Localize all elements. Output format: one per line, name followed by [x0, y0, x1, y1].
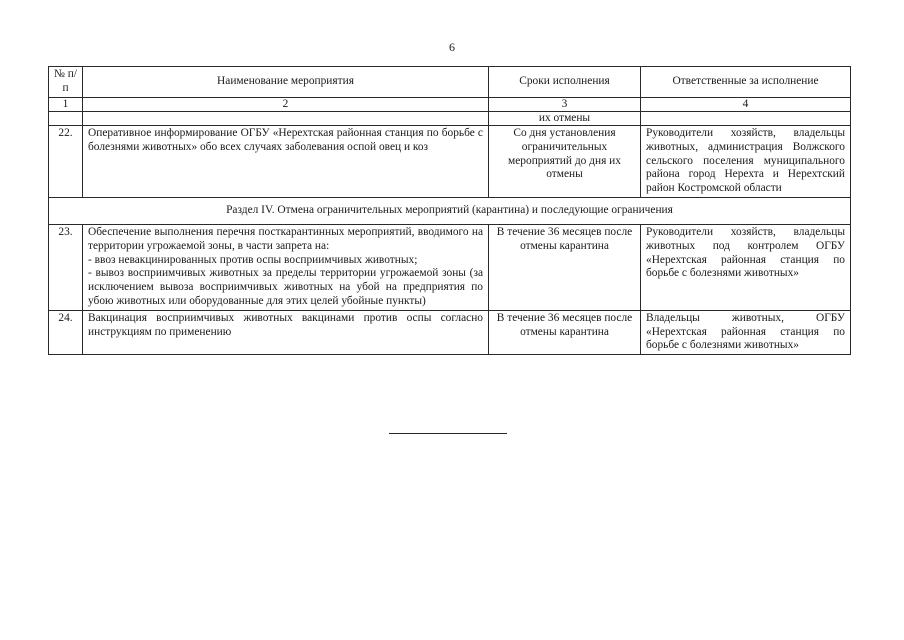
header-responsible: Ответственные за исполнение [641, 67, 851, 98]
row-responsible: Руководители хозяйств, владельцы животных, администрация Волжского сельского поселения муниципального района город Нерехта и Нерехтский район Костромской области [641, 126, 851, 198]
header-name: Наименование мероприятия [83, 67, 489, 98]
section-title: Раздел IV. Отмена ограничительных мероприятий (карантина) и последующие ограничения [49, 197, 851, 224]
row-name-item: - вывоз восприимчивых животных за пределы территории угрожаемой зоны (за исключением вывоза восприимчивых животных на убой на предприятия по убою животных или оборудованные для этих целей убойные пункты) [88, 267, 483, 307]
row-responsible: Владельцы животных, ОГБУ «Нерехтская районная станция по борьбе с болезнями животных» [641, 310, 851, 354]
measures-table [48, 66, 851, 355]
column-number: 4 [641, 98, 851, 112]
row-terms: Со дня установления ограничительных мероприятий до дня их отмены [489, 126, 641, 198]
continuation-empty [49, 112, 83, 126]
row-terms: В течение 36 месяцев после отмены карантина [489, 224, 641, 310]
section-row [49, 197, 851, 224]
continuation-row [49, 112, 851, 126]
row-name-intro: Обеспечение выполнения перечня посткарантинных мероприятий, вводимого на территории угрожаемой зоны, в части запрета на: [88, 225, 483, 252]
column-number: 1 [49, 98, 83, 112]
row-name-item: - ввоз невакцинированных против оспы восприимчивых животных; [88, 253, 418, 266]
column-number: 3 [489, 98, 641, 112]
footer-divider [389, 433, 507, 434]
row-name: Оперативное информирование ОГБУ «Нерехтская районная станция по борьбе с болезнями животных» обо всех случаях заболевания оспой овец и коз [83, 126, 489, 198]
row-number: 23. [49, 224, 83, 310]
continuation-empty [83, 112, 489, 126]
table-header-row [49, 67, 851, 98]
table-row [49, 224, 851, 310]
row-number: 24. [49, 310, 83, 354]
column-number: 2 [83, 98, 489, 112]
row-name [83, 224, 489, 310]
row-responsible: Руководители хозяйств, владельцы животных под контролем ОГБУ «Нерехтская районная станция по борьбе с болезнями животных» [641, 224, 851, 310]
table-row [49, 126, 851, 198]
column-numbers-row [49, 98, 851, 112]
continuation-empty [641, 112, 851, 126]
continuation-terms: их отмены [489, 112, 641, 126]
header-terms: Сроки исполнения [489, 67, 641, 98]
header-number: № п/п [49, 67, 83, 98]
row-number: 22. [49, 126, 83, 198]
row-terms: В течение 36 месяцев после отмены карантина [489, 310, 641, 354]
row-name: Вакцинация восприимчивых животных вакцинами против оспы согласно инструкциям по применению [83, 310, 489, 354]
page-number: 6 [449, 40, 455, 54]
table-row [49, 310, 851, 354]
